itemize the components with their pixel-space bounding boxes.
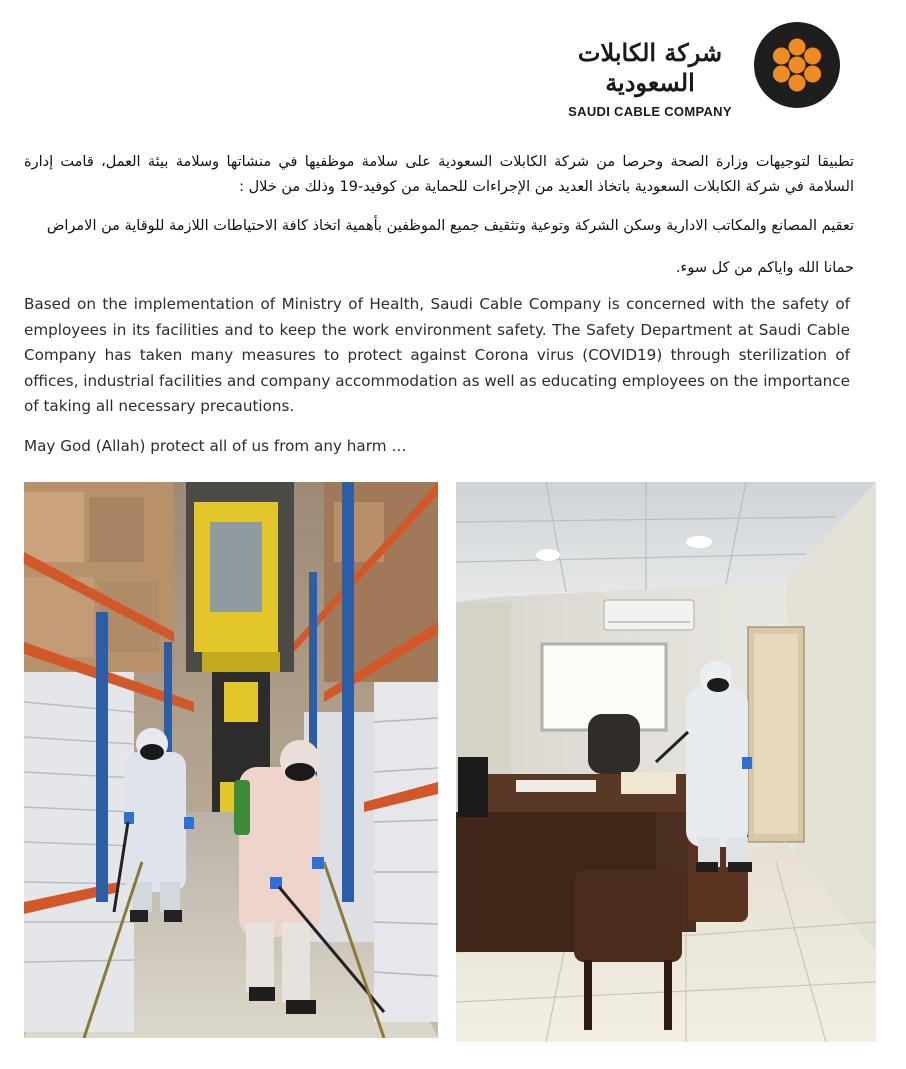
arabic-intro-paragraph: تطبيقا لتوجيهات وزارة الصحة وحرصا من شركة الكابلات السعودية على سلامة موظفيها في منشاتها وسلامة بيئة العمل، قامت إدارة السلامة في شركة الكابلات السعودية باتخاذ العديد من الإجراءات للحماية من كوفيد-19 وذلك من خلال : (24, 154, 854, 195)
warehouse-disinfection-photo (24, 482, 438, 1038)
english-intro-paragraph: Based on the implementation of Ministry of Health, Saudi Cable Company is concerned with the safety of employees in its facilities and to keep the work environment safety. The Safety Department at Saudi Cable Company has taken many measures to protect against Corona virus (COVID19) through sterilization of offices, industrial facilities and company accommodation as well as educating employees on the importance of taking all necessary precautions. (24, 295, 850, 415)
logo-english-name: SAUDI CABLE COMPANY (568, 104, 732, 119)
arabic-closing-paragraph: حمانا الله واياكم من كل سوء. (675, 260, 854, 276)
office-disinfection-photo (456, 482, 876, 1042)
english-closing-paragraph: May God (Allah) protect all of us from any harm … (24, 437, 407, 455)
header (550, 20, 890, 119)
logo-arabic-name: شركة الكابلات السعودية (577, 38, 723, 97)
company-logo-icon (754, 22, 840, 108)
arabic-measures-paragraph: تعقيم المصانع والمكاتب الادارية وسكن الشركة وتوعية وتثقيف جميع الموظفين بأهمية اتخاذ كافة الاحتياطات اللازمة للوقاية من الامراض (46, 218, 854, 234)
logo-wordmark (555, 38, 745, 119)
